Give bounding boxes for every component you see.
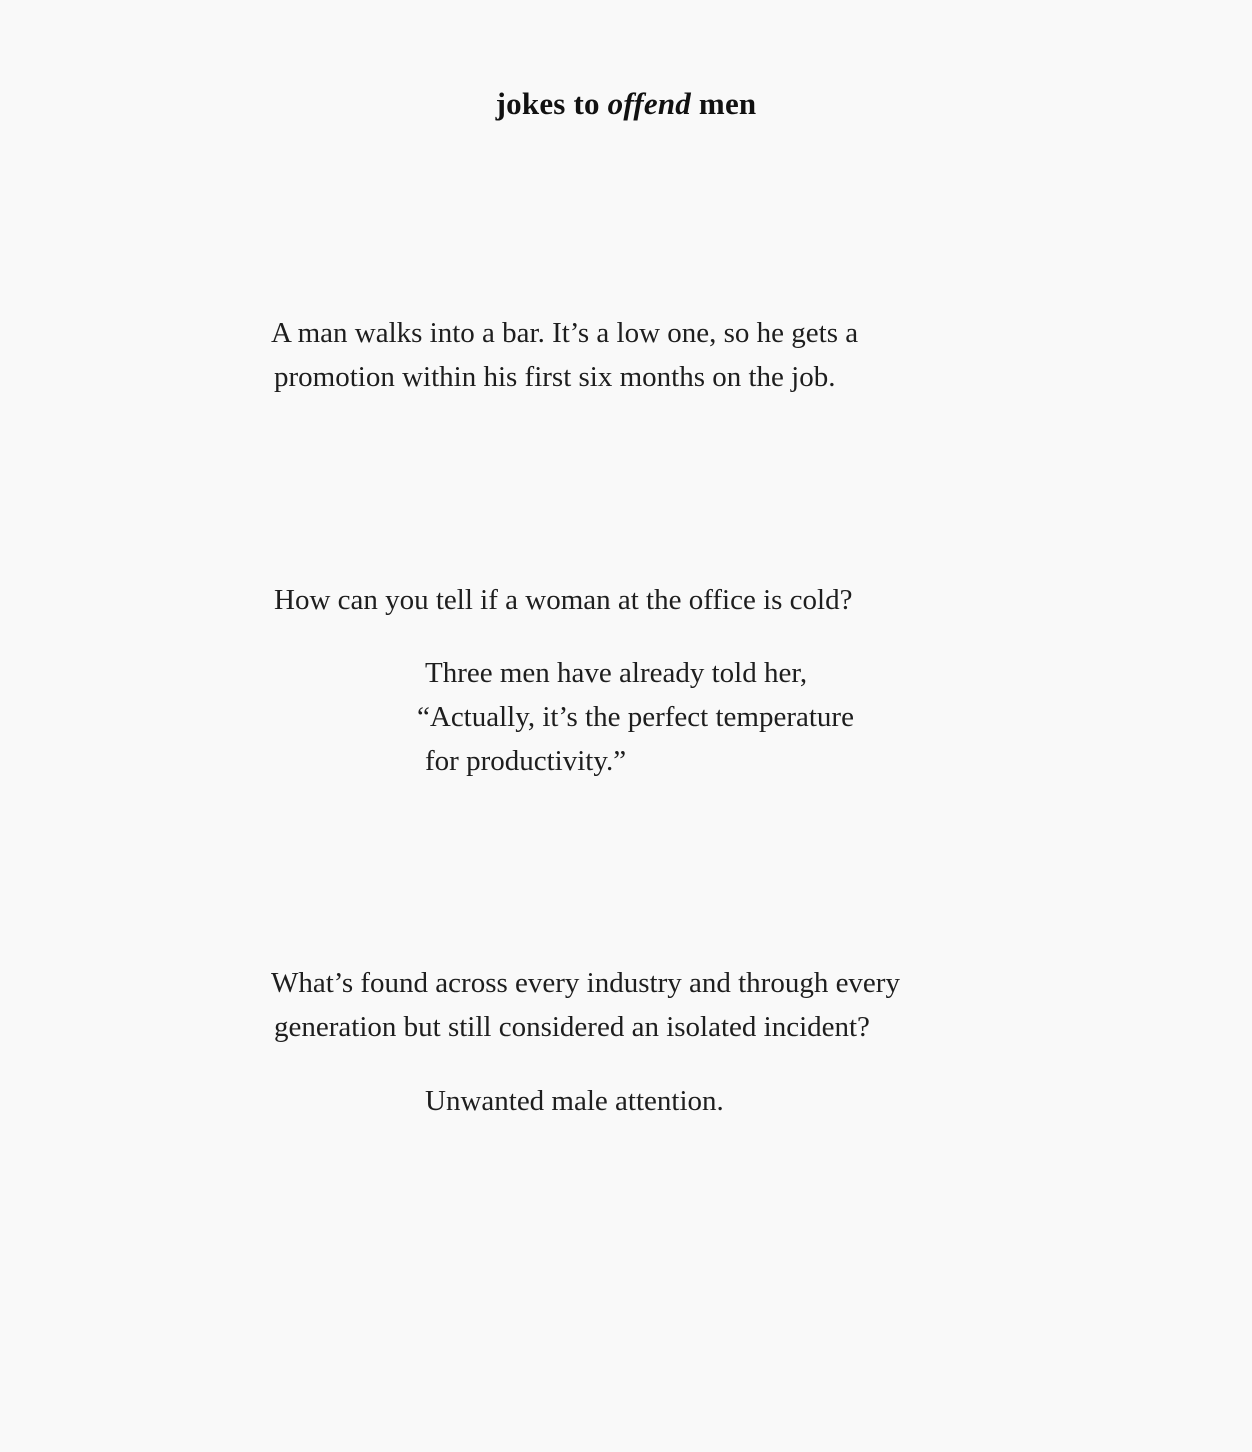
joke-2-punchline-line-1: Three men have already told her, [425, 657, 808, 689]
title-part-1: jokes to [495, 86, 608, 121]
joke-2-punchline-line-3: for productivity.” [425, 745, 627, 777]
joke-3-punchline [425, 1079, 724, 1123]
joke-3-setup-line-2: generation but still considered an isolated incident? [274, 1011, 870, 1043]
title-emphasis: offend [607, 86, 691, 121]
joke-3-setup-line-1: What’s found across every industry and through every [271, 967, 900, 999]
page-title [0, 86, 1252, 122]
joke-1-setup-line-1: A man walks into a bar. It’s a low one, so he gets a [271, 317, 859, 349]
joke-2-setup-line-1: How can you tell if a woman at the office is cold? [274, 584, 853, 616]
joke-3-punchline-line-1: Unwanted male attention. [425, 1085, 724, 1117]
joke-1-setup [271, 311, 858, 399]
joke-1-setup-line-2: promotion within his first six months on the job. [274, 361, 836, 393]
joke-2-punchline-line-2: “Actually, it’s the perfect temperature [417, 701, 854, 733]
joke-3-setup [271, 961, 900, 1049]
joke-2-setup [274, 578, 852, 622]
title-part-2: men [690, 86, 757, 121]
joke-2-punchline [417, 651, 854, 783]
